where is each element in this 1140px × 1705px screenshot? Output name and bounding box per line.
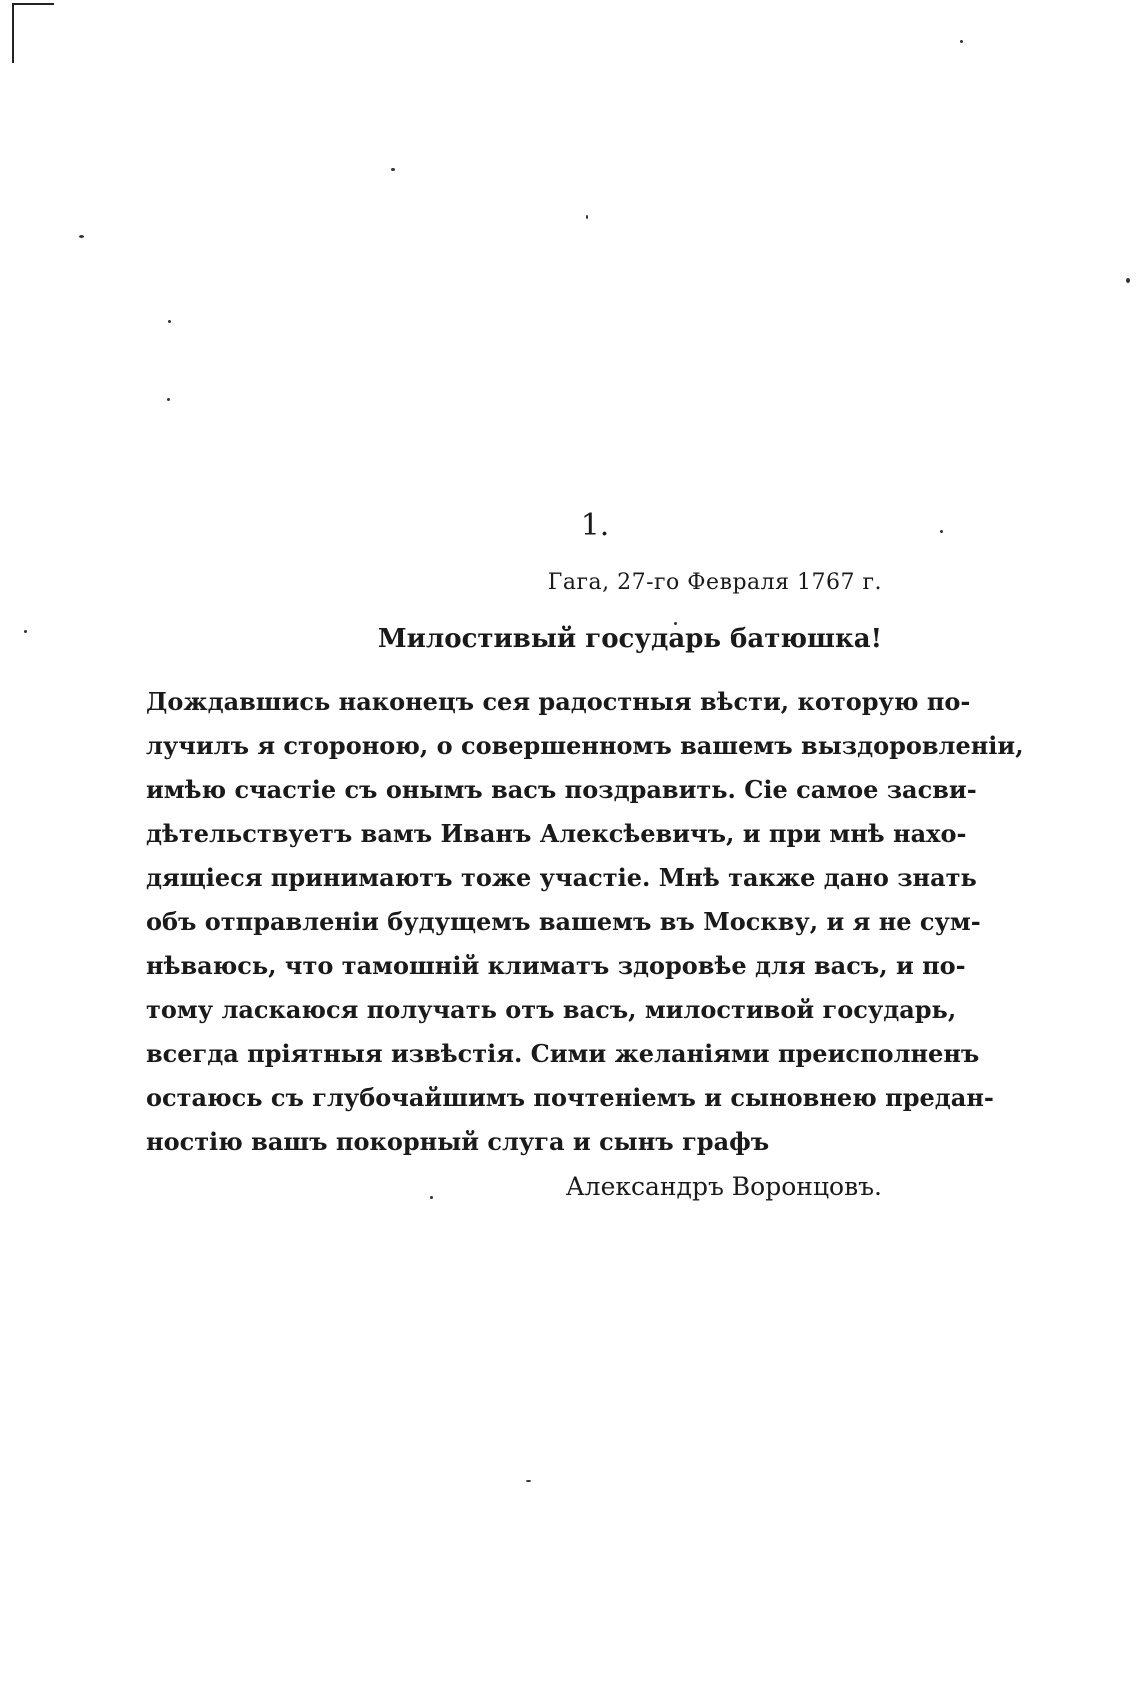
body-line: всегда пріятныя извѣстія. Сими желаніями преисполненъ bbox=[146, 1039, 980, 1068]
body-line: тому ласкаюся получать отъ васъ, милостивой государь, bbox=[146, 995, 957, 1024]
scan-speck bbox=[168, 320, 171, 323]
scan-speck bbox=[24, 630, 27, 633]
scan-speck bbox=[960, 40, 963, 43]
body-line: ностію вашъ покорный слуга и сынъ графъ bbox=[146, 1127, 770, 1156]
body-line: имѣю счастіе съ онымъ васъ поздравить. Сіе самое засви- bbox=[146, 775, 977, 804]
body-line: Дождавшись наконецъ сея радостныя вѣсти, которую по- bbox=[146, 687, 971, 716]
scan-speck bbox=[1126, 278, 1130, 283]
salutation: Милостивый государь батюшка! bbox=[377, 624, 882, 654]
scan-speck bbox=[430, 1196, 433, 1199]
body-line: нѣваюсь, что тамошній климатъ здоровѣе для васъ, и по- bbox=[146, 951, 966, 980]
body-line: дѣтельствуетъ вамъ Иванъ Алексѣевичъ, и при мнѣ нахо- bbox=[146, 819, 967, 848]
letter-body bbox=[146, 680, 1024, 1164]
scan-speck bbox=[167, 398, 170, 401]
body-line: дящіеся принимаютъ тоже участіе. Мнѣ также дано знать bbox=[146, 863, 977, 892]
body-line: объ отправленіи будущемъ вашемъ въ Москву, и я не сум- bbox=[146, 907, 981, 936]
scan-speck bbox=[526, 1480, 531, 1482]
signature: Александръ Воронцовъ. bbox=[565, 1172, 882, 1201]
body-line: остаюсь съ глубочайшимъ почтеніемъ и сыновнею предан- bbox=[146, 1083, 994, 1112]
scan-speck bbox=[391, 168, 395, 171]
scan-speck bbox=[586, 215, 588, 219]
body-line: лучилъ я стороною, о совершенномъ вашемъ выздоровленіи, bbox=[146, 731, 1024, 760]
scan-speck bbox=[79, 235, 84, 238]
crop-mark bbox=[12, 3, 54, 63]
dateline: Гага, 27-го Февраля 1767 г. bbox=[547, 570, 882, 595]
letter-number: 1. bbox=[580, 508, 610, 543]
